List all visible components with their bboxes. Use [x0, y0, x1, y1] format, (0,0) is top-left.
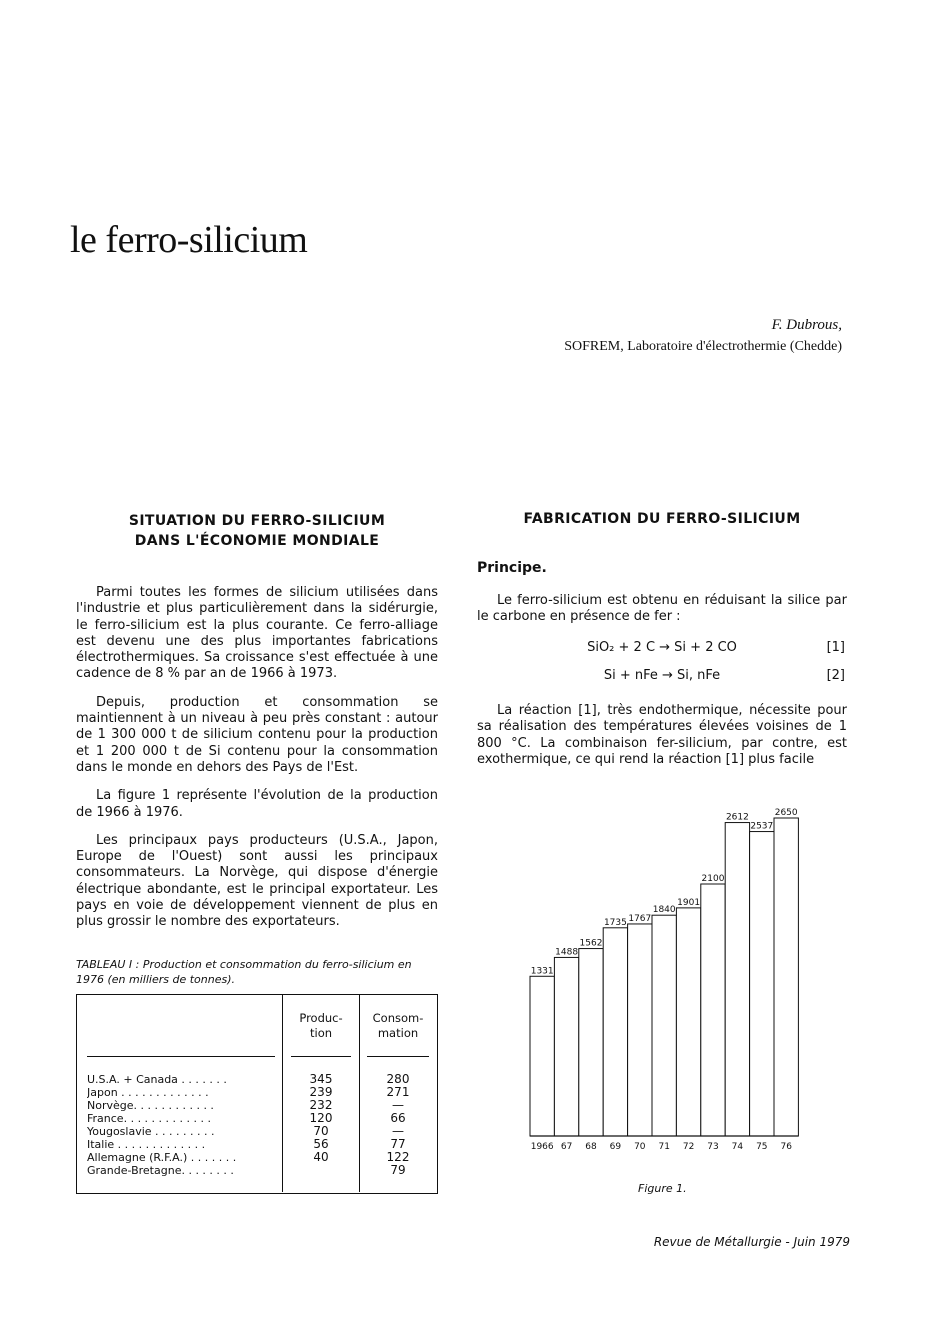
table-row-country: France. . . . . . . . . . . . .: [87, 1112, 211, 1125]
header-production-line1: Produc-: [299, 1011, 343, 1025]
chart-data-label: 1840: [652, 905, 676, 916]
table-row-country: Japon . . . . . . . . . . . . .: [87, 1086, 209, 1099]
table-cell-production: 120: [309, 1111, 333, 1125]
table-row-country: Allemagne (R.F.A.) . . . . . . .: [87, 1151, 237, 1164]
chart-x-tick-label: 73: [707, 1142, 719, 1152]
table-caption: TABLEAU I : Production et consommation du ferro-silicium en 1976 (en milliers de tonnes).: [76, 958, 412, 986]
chart-data-label: 2650: [774, 808, 798, 818]
table-country-column: [87, 1073, 277, 1177]
chart-data-label: 1488: [555, 947, 579, 958]
chart-x-tick-label: 72: [682, 1142, 695, 1152]
author-affiliation: SOFREM, Laboratoire d'électrothermie (Chedde): [564, 339, 842, 354]
table-row-country: Norvège. . . . . . . . . . . .: [87, 1099, 214, 1112]
header-consumption-line1: Consom-: [372, 1011, 424, 1025]
left-section-body: [76, 585, 438, 931]
paragraph-producers: Les principaux pays producteurs (U.S.A., Japon, Europe de l'Ouest) sont aussi les principaux consommateurs. La Norvège, qui dispose d'énergie électrique abondante, est le principal exportateur. Les pays en voie de développement viennent de plus en plus grossir le nombre des exportateurs.: [76, 832, 438, 930]
chart-x-tick-label: 69: [609, 1142, 622, 1152]
chart-data-label: 1901: [677, 897, 701, 908]
table-cell-production: 345: [309, 1072, 333, 1086]
chart-data-label: 2100: [701, 874, 725, 884]
header-production-line2: tion: [309, 1026, 333, 1040]
table-cell-consumption: 66: [390, 1111, 406, 1125]
chart-x-tick-label: 75: [756, 1142, 768, 1152]
equation-1-number: [1]: [826, 640, 845, 655]
chart-bar: [579, 949, 603, 1136]
right-paragraph-1-wrap: [477, 593, 847, 626]
table-cell-consumption: —: [392, 1124, 404, 1138]
right-paragraph-2-wrap: [477, 703, 847, 768]
chart-bar: [603, 928, 627, 1136]
chart-x-tick-label: 1966: [530, 1142, 554, 1152]
table-cell-consumption: 280: [386, 1072, 410, 1086]
equation-2: [477, 668, 847, 690]
equation-1: [477, 640, 847, 662]
right-section-heading: FABRICATION DU FERRO-SILICIUM: [523, 511, 801, 527]
header-production: [283, 1011, 359, 1041]
subheading-principe: Principe.: [477, 560, 547, 576]
table-row-country: Yougoslavie . . . . . . . . .: [87, 1125, 215, 1138]
article-title: le ferro-silicium: [70, 219, 308, 261]
chart-bar: [628, 924, 652, 1136]
chart-bar: [676, 908, 700, 1136]
chart-bar: [701, 884, 725, 1136]
chart-bar: [554, 957, 578, 1136]
equation-2-formula: Si + nFe → Si, nFe: [603, 668, 721, 683]
left-heading-line1: SITUATION DU FERRO-SILICIUM: [128, 513, 386, 529]
table-cell-production: 232: [309, 1098, 333, 1112]
table-cell-consumption: 271: [386, 1085, 410, 1099]
table-cell-production: 40: [313, 1150, 329, 1164]
chart-bar: [774, 818, 798, 1136]
chart-x-tick-label: 76: [780, 1142, 792, 1152]
paragraph-figure-ref: La figure 1 représente l'évolution de la production de 1966 à 1976.: [76, 788, 438, 820]
table-cell-production: 239: [309, 1085, 333, 1099]
table-rule-left: [87, 1056, 275, 1057]
table-consumption-column: [360, 1073, 436, 1177]
table-row-country: Italie . . . . . . . . . . . . .: [87, 1138, 206, 1151]
table-cell-consumption: —: [392, 1098, 404, 1112]
table-cell-production: [283, 1164, 359, 1177]
table-rule-mid: [291, 1056, 351, 1057]
chart-x-tick-label: 67: [560, 1142, 573, 1152]
chart-x-tick-label: 68: [585, 1142, 597, 1152]
chart-data-label: 1767: [628, 913, 652, 924]
chart-x-tick-label: 71: [658, 1142, 670, 1152]
equation-2-number: [2]: [826, 668, 845, 683]
chart-data-label: 1562: [579, 938, 603, 949]
paragraph-intro: Parmi toutes les formes de silicium utilisées dans l'industrie et plus particulièrement dans la sidérurgie, le ferro-silicium est la plus courante. Ce ferro-alliage est devenu une des plus importantes fabrications électrothermiques. Sa croissance s'est effectuée à une cadence de 8 % par an de 1966 à 1973.: [76, 585, 438, 682]
table-cell-production: 70: [313, 1124, 329, 1138]
paragraph-reaction: La réaction [1], très endothermique, nécessite pour sa réalisation des températures élevées voisines de 1 800 °C. La combinaison fer-silicium, par contre, est exothermique, ce qui rend la réaction [1] plus facile: [477, 703, 847, 767]
chart-x-tick-label: 70: [634, 1142, 646, 1152]
header-consumption: [360, 1011, 436, 1041]
chart-bar: [652, 915, 676, 1136]
chart-data-label: 2612: [725, 812, 749, 823]
header-consumption-line2: mation: [377, 1026, 419, 1040]
chart-bar: [725, 823, 749, 1136]
paragraph-principle: Le ferro-silicium est obtenu en réduisant la silice par le carbone en présence de fer :: [477, 593, 847, 625]
left-section-heading: [76, 511, 438, 551]
table-production-column: [283, 1073, 359, 1177]
footer: Revue de Métallurgie - Juin 1979: [653, 1235, 850, 1249]
production-table: [76, 994, 438, 1194]
chart-x-tick-label: 74: [731, 1142, 744, 1152]
chart-data-label: 2537: [750, 821, 774, 832]
production-bar-chart: [520, 800, 810, 1160]
chart-bar: [530, 976, 554, 1136]
table-cell-production: 56: [313, 1137, 329, 1151]
table-row-country: Grande-Bretagne. . . . . . . .: [87, 1164, 234, 1177]
table-cell-consumption: 79: [390, 1163, 406, 1177]
equation-1-formula: SiO₂ + 2 C → Si + 2 CO: [587, 640, 737, 655]
table-row-country: U.S.A. + Canada . . . . . . .: [87, 1073, 227, 1086]
table-cell-consumption: 122: [386, 1150, 410, 1164]
left-heading-line2: DANS L'ÉCONOMIE MONDIALE: [134, 533, 380, 549]
chart-data-label: 1735: [603, 917, 627, 928]
chart-data-label: 1331: [530, 966, 554, 977]
author-name: F. Dubrous,: [771, 317, 842, 333]
chart-bar: [750, 832, 774, 1136]
table-cell-consumption: 77: [390, 1137, 406, 1151]
paragraph-production: Depuis, production et consommation se maintiennent à un niveau à peu près constant : autour de 1 300 000 t de silicium contenu pour la production et 1 200 000 t de Si contenu pour la consommation dans le monde en dehors des Pays de l'Est.: [76, 694, 438, 775]
figure-caption: Figure 1.: [638, 1182, 687, 1195]
table-rule-right: [367, 1056, 429, 1057]
